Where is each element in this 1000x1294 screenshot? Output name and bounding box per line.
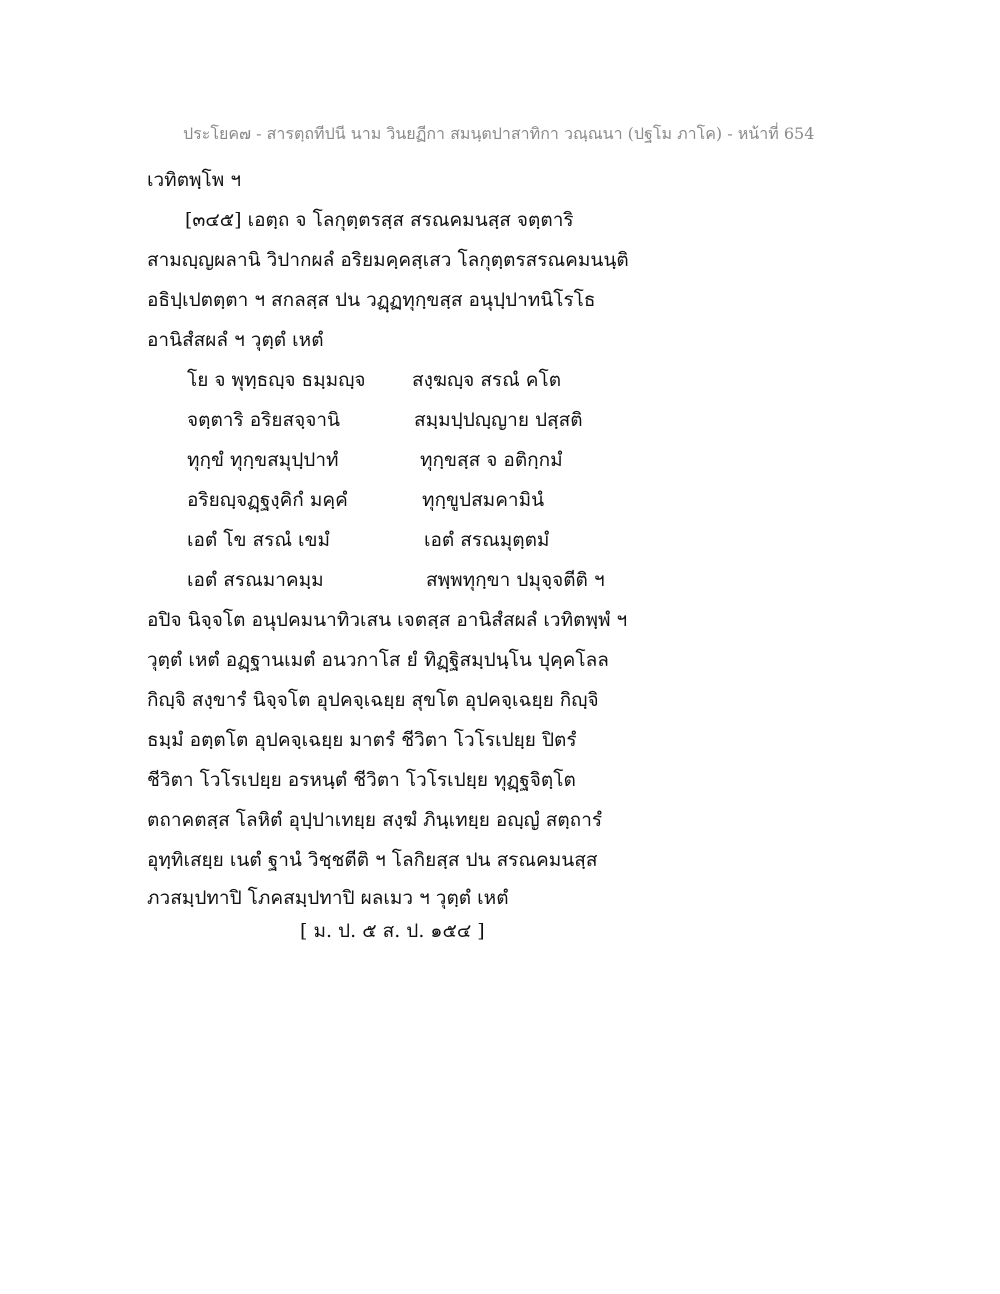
verse-line-right: ทุกฺขูปสมคามินํ (422, 489, 545, 511)
verse-line-left: ทุกฺขํ ทุกฺขสมุปฺปาทํ (187, 449, 339, 471)
verse-line-left: จตฺตาริ อริยสจฺจานิ (187, 409, 340, 431)
body-line: กิญฺจิ สงฺขารํ นิจฺจโต อุปคจฺเฉยฺย สุขโต อุปคจฺเฉยฺย กิญฺจิ (147, 689, 599, 711)
paragraph-start-line: [๓๔๕] เอตฺถ จ โลกุตฺตรสฺส สรณคมนสฺส จตฺตาริ (185, 209, 574, 231)
body-line: อธิปฺเปตตฺตา ฯ สกลสฺส ปน วฏฺฏทุกฺขสฺส อนุปฺปาทนิโรโธ (147, 289, 596, 311)
body-line: ตถาคตสฺส โลหิตํ อุปฺปาเทยฺย สงฺฆํ ภินฺเทยฺย อญฺญํ สตฺถารํ (147, 809, 603, 831)
body-line: อุทฺทิเสยฺย เนตํ ฐานํ วิชฺชตีติ ฯ โลกิยสฺส ปน สรณคมนสฺส (147, 849, 598, 871)
running-header: ประโยค๗ - สารตฺถทีปนี นาม วินยฏีกา สมนฺตปาสาทิกา วณฺณนา (ปฐโม ภาโค) - หน้าที่ 654 (183, 124, 815, 143)
body-line: ธมฺมํ อตฺตโต อุปคจฺเฉยฺย มาตรํ ชีวิตา โวโรเปยฺย ปิตรํ (147, 729, 577, 751)
verse-line-right: สมฺมปฺปญฺญาย ปสฺสติ (414, 409, 583, 431)
body-line: วุตฺตํ เหตํ อฏฺฐานเมตํ อนวกาโส ยํ ทิฏฺฐิสมฺปนฺโน ปุคฺคโลล (147, 649, 609, 671)
verse-line-left: อริยญฺจฏฺฐงฺคิกํ มคฺคํ (187, 489, 348, 511)
citation-reference: [ ม. ป. ๕ ส. ป. ๑๕๔ ] (300, 920, 485, 942)
verse-line-left: โย จ พุทฺธญฺจ ธมฺมญฺจ (187, 369, 366, 391)
body-line: สามญฺญผลานิ วิปากผลํ อริยมคฺคสฺเสว โลกุตฺตรสรณคมนนฺติ (147, 249, 629, 271)
verse-line-left: เอตํ โข สรณํ เขมํ (187, 529, 330, 551)
verse-line-right: สงฺฆญฺจ สรณํ คโต (412, 369, 562, 391)
body-line: ภวสมฺปทาปิ โภคสมฺปทาปิ ผลเมว ฯ วุตฺตํ เหตํ (147, 887, 509, 909)
body-line: ชีวิตา โวโรเปยฺย อรหนฺตํ ชีวิตา โวโรเปยฺย ทุฏฺฐจิตฺโต (147, 769, 576, 791)
body-line: เวทิตพฺโพ ฯ (147, 169, 241, 191)
body-line: อานิสํสผลํ ฯ วุตฺตํ เหตํ (147, 329, 324, 351)
body-line: อปิจ นิจฺจโต อนุปคมนาทิวเสน เจตสฺส อานิสํสผลํ เวทิตพฺพํ ฯ (147, 609, 628, 631)
verse-line-right: สพฺพทุกฺขา ปมุจฺจตีติ ฯ (426, 569, 605, 591)
verse-line-right: ทุกฺขสฺส จ อติกฺกมํ (420, 449, 563, 471)
verse-line-right: เอตํ สรณมุตฺตมํ (424, 529, 550, 551)
verse-line-left: เอตํ สรณมาคมฺม (187, 569, 324, 591)
